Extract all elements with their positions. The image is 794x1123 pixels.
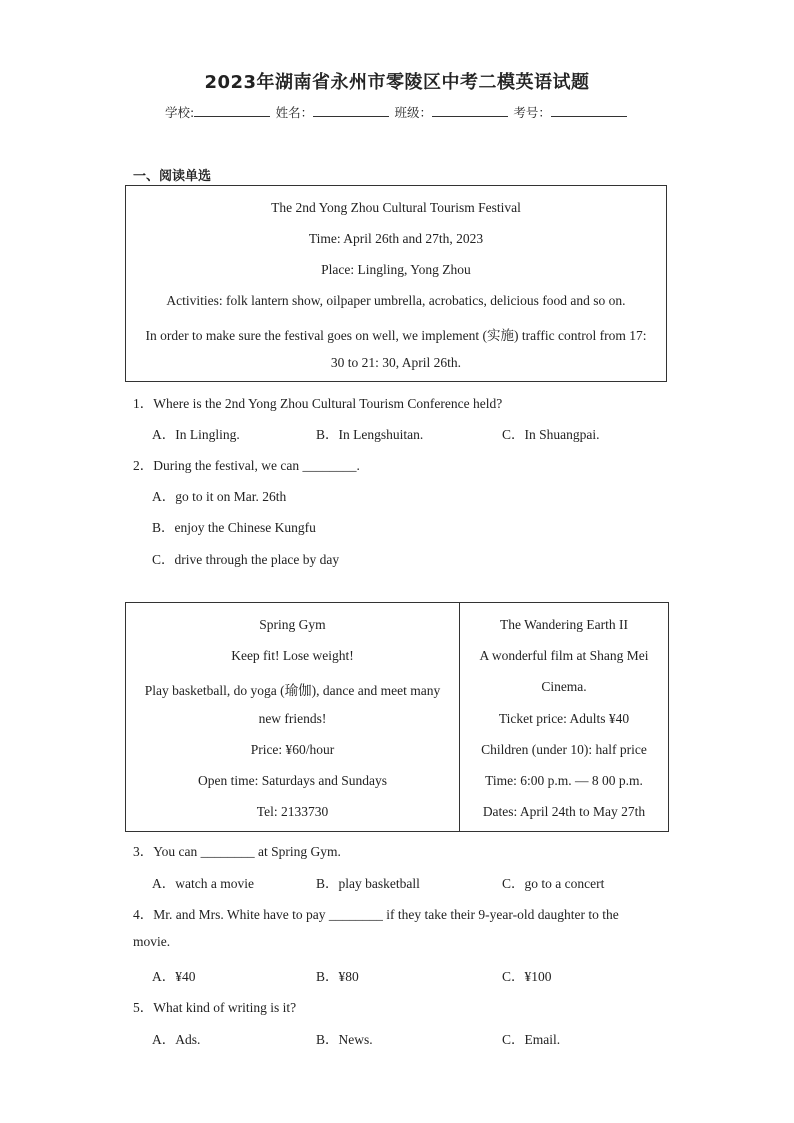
passage-1-line: In order to make sure the festival goes on well, we implement (实施) traffic control from 17: — [145, 328, 647, 343]
section-heading: 一、阅读单选 — [133, 169, 212, 184]
passage-2-table — [125, 602, 669, 832]
film-ad-line: The Wandering Earth II — [500, 617, 628, 632]
school-blank[interactable] — [194, 102, 270, 117]
q2-option-a[interactable]: A．go to it on Mar. 26th — [152, 489, 287, 504]
gym-ad-line: Price: ¥60/hour — [250, 742, 335, 757]
q5-option-b[interactable]: B．News. — [316, 1032, 373, 1047]
gym-ad-line: Open time: Saturdays and Sundays — [198, 773, 387, 788]
q5-option-a[interactable]: A．Ads. — [152, 1032, 201, 1047]
question-3: 3．You can ________ at Spring Gym. — [133, 844, 341, 859]
exam-number-label: 考号： — [513, 105, 551, 120]
question-5: 5．What kind of writing is it? — [133, 1000, 297, 1015]
exam-number-blank[interactable] — [551, 102, 627, 117]
student-info-line — [0, 102, 794, 121]
passage-1-line: 30 to 21: 30, April 26th. — [330, 355, 462, 370]
q5-option-c[interactable]: C．Email. — [502, 1032, 561, 1047]
question-4: 4．Mr. and Mrs. White have to pay ________ if they take their 9-year-old daughter to the — [133, 907, 619, 922]
q2-option-b[interactable]: B．enjoy the Chinese Kungfu — [152, 520, 316, 535]
gym-ad-line: Keep fit! Lose weight! — [231, 648, 354, 663]
q1-option-c[interactable]: C．In Shuangpai. — [502, 427, 600, 442]
passage-1-line: Place: Lingling, Yong Zhou — [321, 262, 471, 277]
q3-option-a[interactable]: A．watch a movie — [152, 876, 254, 891]
film-ad-line: Time: 6:00 p.m. — 8 00 p.m. — [485, 773, 643, 788]
name-label: 姓名： — [275, 105, 314, 120]
film-ad-line: Dates: April 24th to May 27th — [482, 804, 646, 819]
film-ad-line: Ticket price: Adults ¥40 — [498, 711, 630, 726]
gym-ad-line: Spring Gym — [259, 617, 326, 632]
q4-option-c[interactable]: C．¥100 — [502, 969, 552, 984]
q1-option-b[interactable]: B．In Lengshuitan. — [316, 427, 424, 442]
question-1: 1．Where is the 2nd Yong Zhou Cultural Tourism Conference held? — [133, 396, 503, 411]
film-ad-line: Children (under 10): half price — [481, 742, 647, 757]
passage-1-box — [125, 185, 667, 382]
q3-option-b[interactable]: B．play basketball — [316, 876, 420, 891]
q1-option-a[interactable]: A．In Lingling. — [152, 427, 240, 442]
q4-option-a[interactable]: A．¥40 — [152, 969, 196, 984]
passage-1-line: Time: April 26th and 27th, 2023 — [308, 231, 484, 246]
passage-1-line: The 2nd Yong Zhou Cultural Tourism Festival — [271, 200, 521, 215]
name-blank[interactable] — [313, 102, 389, 117]
q4-option-b[interactable]: B．¥80 — [316, 969, 359, 984]
school-label: 学校: — [165, 105, 195, 120]
question-4-continued: movie. — [133, 934, 171, 949]
gym-ad-line: Play basketball, do yoga (瑜伽), dance and meet many — [144, 683, 441, 698]
q2-option-c[interactable]: C．drive through the place by day — [152, 552, 340, 567]
passage-1-line: Activities: folk lantern show, oilpaper umbrella, acrobatics, delicious food and so on. — [166, 293, 626, 308]
document-title: 2023年湖南省永州市零陵区中考二模英语试题 — [204, 72, 590, 93]
gym-ad-line: new friends! — [258, 711, 327, 726]
question-2: 2．During the festival, we can ________. — [133, 458, 360, 473]
class-label: 班级： — [394, 105, 433, 120]
gym-ad-line: Tel: 2133730 — [256, 804, 329, 819]
q3-option-c[interactable]: C．go to a concert — [502, 876, 605, 891]
film-ad-line: Cinema. — [541, 679, 587, 694]
class-blank[interactable] — [432, 102, 508, 117]
film-ad-line: A wonderful film at Shang Mei — [479, 648, 649, 663]
